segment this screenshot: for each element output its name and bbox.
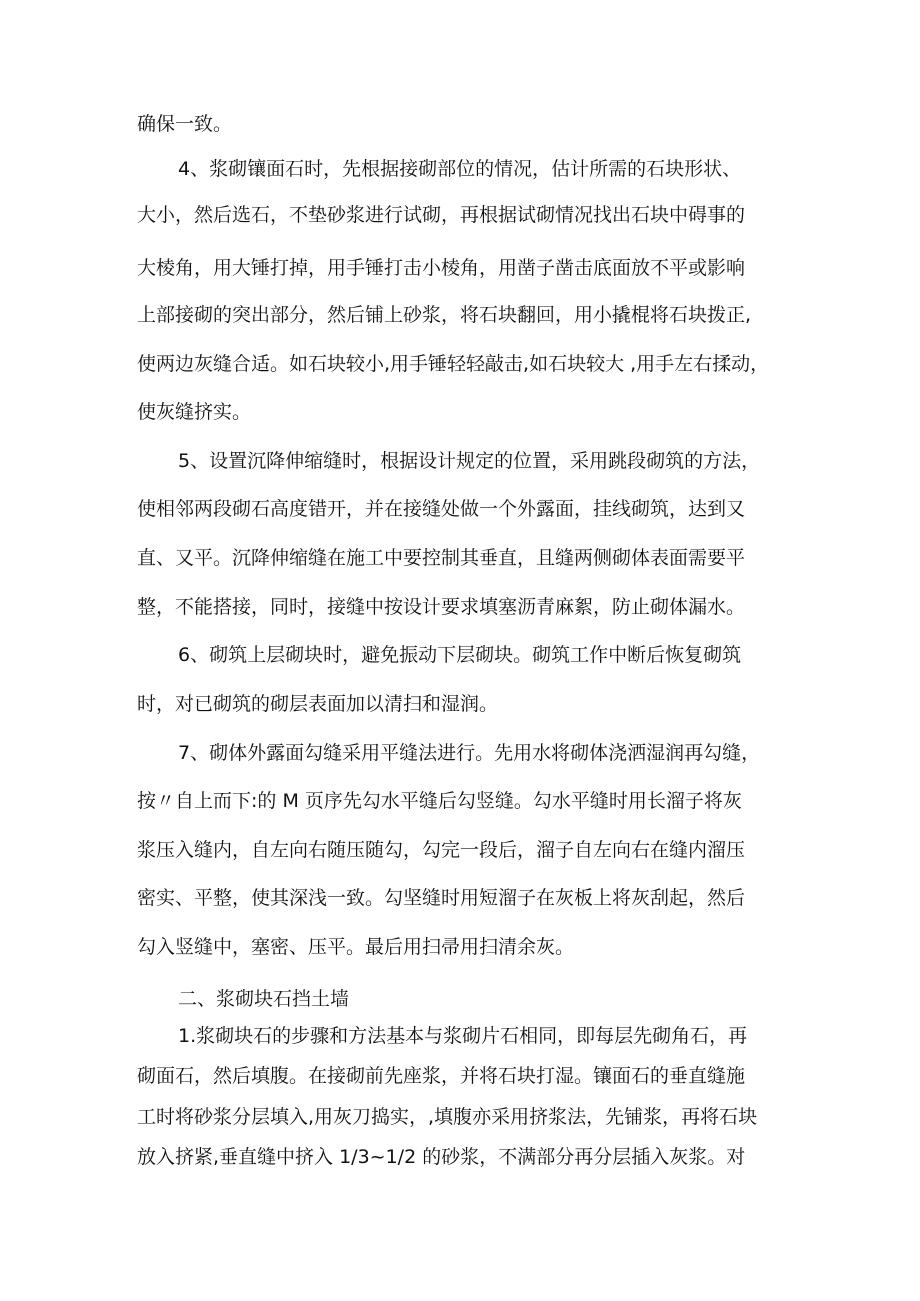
text-line: 放入挤紧,垂直缝中挤入 1/3~1/2 的砂浆，不满部分再分层插入灰浆。对 — [137, 1146, 746, 1168]
text-line: 1.浆砌块石的步骤和方法基本与浆砌片石相同，即每层先砌角石，再 — [178, 1025, 748, 1047]
text-line: 7、砌体外露面勾缝采用平缝法进行。先用水将砌体浇洒湿润再勾缝， — [178, 742, 761, 764]
text-line: 6、砌筑上层砌块时，避免振动下层砌块。砌筑工作中断后恢复砌筑 — [178, 644, 742, 666]
text-line: 大小，然后选石，不垫砂浆进行试砌，再根据试砌情况找出石块中碍事的 — [137, 204, 746, 226]
text-line: 确保一致。 — [137, 113, 233, 135]
text-line: 直、又平。沉降伸缩缝在施工中要控制其垂直，且缝两侧砌体表面需要平 — [137, 547, 746, 569]
text-line: 密实、平整，使其深浅一致。勾坚缝时用短溜子在灰板上将灰刮起，然后 — [137, 887, 746, 909]
text-line: 4、浆砌镶面石时，先根据接砌部位的情况，估计所需的石块形状、 — [178, 158, 742, 180]
text-line: 时，对已砌筑的砌层表面加以清扫和湿润。 — [137, 693, 499, 715]
text-line: 使两边灰缝合适。如石块较小,用手锤轻轻敲击,如石块较大 ,用手左右揉动， — [137, 353, 770, 375]
text-line: 使相邻两段砌石高度错开，并在接缝处做一个外露面，挂线砌筑，达到又 — [137, 498, 746, 520]
text-line: 上部接砌的突出部分，然后铺上砂浆，将石块翻回，用小撬棍将石块拨正, — [137, 304, 752, 326]
text-line: 浆压入缝内，自左向右随压随勾，勾完一段后，溜子自左向右在缝内溜压 — [137, 839, 746, 861]
text-line: 5、设置沉降伸缩缝时，根据设计规定的位置，采用跳段砌筑的方法， — [178, 450, 761, 472]
text-line: 砌面石，然后填腹。在接砌前先座浆，并将石块打湿。镶面石的垂直缝施 — [137, 1065, 746, 1087]
text-line: 勾入竖缝中，塞密、压平。最后用扫帚用扫清余灰。 — [137, 936, 575, 958]
text-line: 大棱角，用大锤打掉，用手锤打击小棱角，用凿子凿击底面放不平或影响 — [137, 257, 746, 279]
text-line: 整，不能搭接，同时，接缝中按设计要求填塞沥青麻絮，防止砌体漏水。 — [137, 596, 746, 618]
text-line: 使灰缝挤实。 — [137, 401, 252, 423]
text-line: 按〃自上而下:的 M 页序先勾水平缝后勾竖缝。勾水平缝时用长溜子将灰 — [137, 790, 742, 812]
section-heading: 二、浆砌块石挡土墙 — [178, 988, 350, 1010]
text-line: 工时将砂浆分层填入,用灰刀捣实，,填腹亦采用挤浆法，先铺浆，再将石块 — [137, 1106, 758, 1128]
